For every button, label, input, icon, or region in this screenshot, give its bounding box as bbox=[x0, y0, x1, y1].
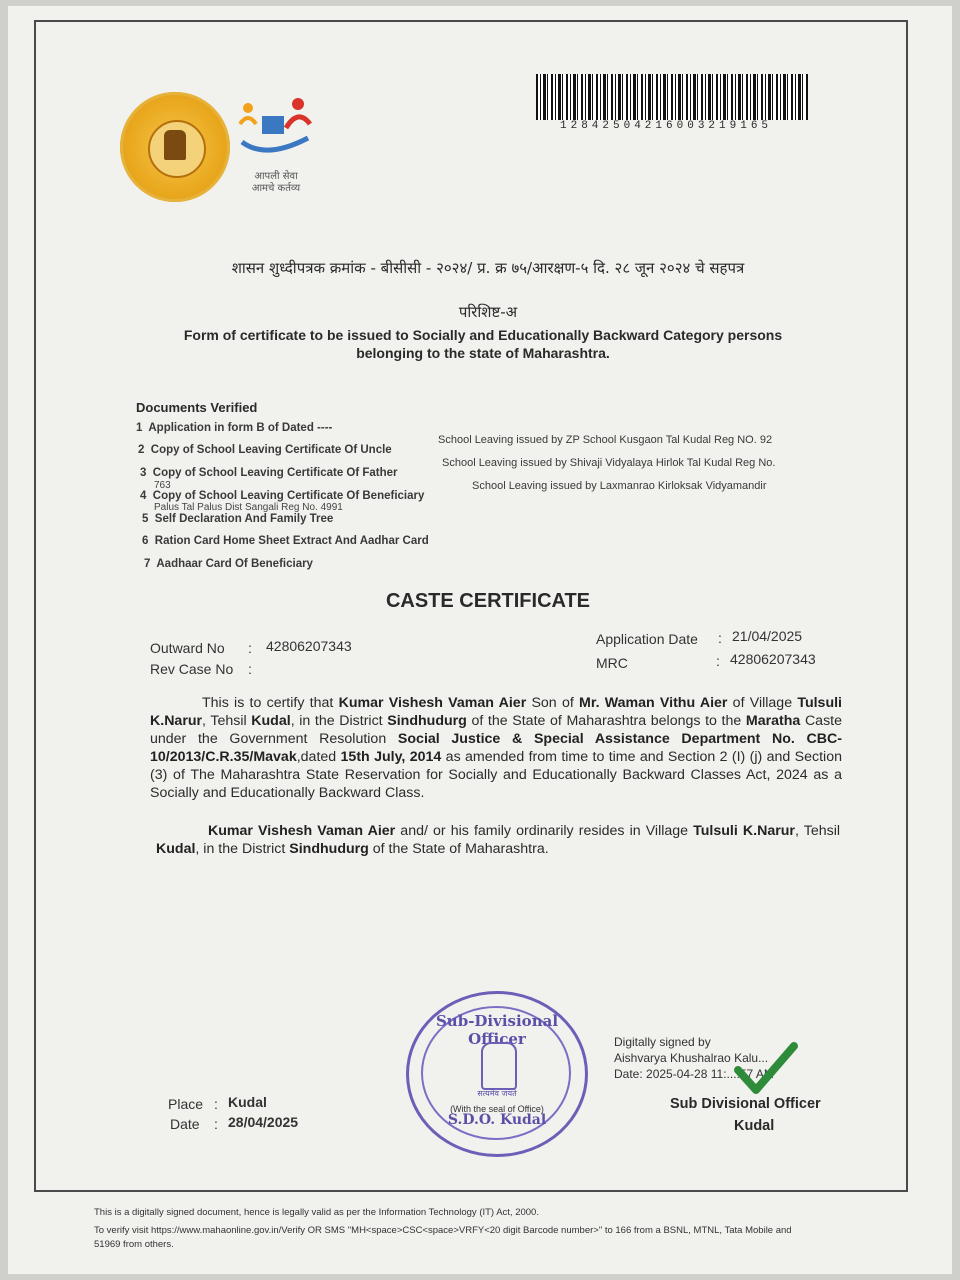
doc-item-3-remark: School Leaving issued by Shivaji Vidyalaya Hirlok Tal Kudal Reg No. bbox=[442, 457, 776, 469]
marathi-heading: शासन शुध्दीपत्रक क्रमांक - बीसीसी - २०२४/ प्र. क्र ७५/आरक्षण-५ दि. २८ जून २०२४ चे सहपत्र bbox=[231, 259, 745, 277]
doc-item-3-extra: 763 bbox=[154, 480, 171, 491]
officer-designation: Sub Divisional Officer bbox=[670, 1096, 821, 1112]
doc-item-4-extra: Palus Tal Palus Dist Sangali Reg No. 4991 bbox=[154, 502, 343, 513]
aaple-sarkar-logo: आपली सेवा आमचे कर्तव्य bbox=[236, 94, 316, 204]
doc-item-4-remark: School Leaving issued by Laxmanrao Kirloksak Vidyamandir bbox=[472, 480, 767, 492]
mrc-value: 42806207343 bbox=[730, 651, 816, 667]
mrc-label: MRC bbox=[596, 655, 628, 671]
office-stamp: Sub-Divisional Officer सत्यमेव जयते (With the seal of Office) S.D.O. Kudal bbox=[406, 991, 588, 1157]
place-value: Kudal bbox=[228, 1094, 267, 1110]
doc-item-2: 2 Copy of School Leaving Certificate Of Uncle bbox=[138, 444, 392, 456]
doc-item-7: 7 Aadhaar Card Of Beneficiary bbox=[144, 558, 313, 570]
barcode bbox=[536, 74, 808, 120]
application-date-label: Application Date bbox=[596, 631, 698, 647]
outward-no-value: 42806207343 bbox=[266, 638, 352, 654]
certification-paragraph: This is to certify that Kumar Vishesh Vaman Aier Son of Mr. Waman Vithu Aier of Village Tulsuli K.Narur, Tehsil Kudal, in the District Sindhudurg of the State of Maharashtra belongs to the Maratha Caste under the Government Resolution Social Justice & Special Assistance Department No. CBC-10/2013/C.R.35/Mavak,dated 15th July, 2014 as amended from time to time and Section 2 (I) (j) and Section (3) of The Maharashtra State Reservation for Socially and Educationally Backward Classes Act, 2024 as a Socially and Educationally Backward Class. bbox=[150, 695, 843, 801]
doc-item-5: 5 Self Declaration And Family Tree bbox=[142, 513, 334, 525]
doc-item-1: 1 Application in form B of Dated ---- bbox=[136, 422, 333, 434]
date-value: 28/04/2025 bbox=[228, 1114, 299, 1130]
rev-case-label: Rev Case No bbox=[150, 661, 234, 677]
signature-valid-check-icon bbox=[734, 1040, 798, 1098]
doc-item-4: 4 Copy of School Leaving Certificate Of Beneficiary bbox=[140, 490, 425, 502]
doc-item-6: 6 Ration Card Home Sheet Extract And Aadhar Card bbox=[142, 535, 429, 547]
marathi-subheading: परिशिष्ट-अ bbox=[458, 303, 518, 321]
documents-heading: Documents Verified bbox=[136, 400, 258, 415]
outward-no-label: Outward No bbox=[150, 640, 225, 656]
officer-office: Kudal bbox=[734, 1118, 775, 1134]
barcode-number: 12842504216003219165 bbox=[560, 120, 773, 132]
residence-paragraph: Kumar Vishesh Vaman Aier and/ or his family ordinarily resides in Village Tulsuli K.Narur, Tehsil Kudal, in the District Sindhudurg of the State of Maharashtra. bbox=[156, 823, 841, 857]
footer-note: This is a digitally signed document, hence is legally valid as per the Information Technology (IT) Act, 2000. To verify visit https://www.mahaonline.gov.in/Verify OR SMS "MH<space>CSC<space>VRFY<20 digit Barcode number>" to 166 from a BSNL, MTNL, Tata Mobile and 51969 from others. bbox=[94, 1207, 792, 1250]
maharashtra-seal-icon bbox=[120, 92, 230, 202]
date-label: Date bbox=[170, 1116, 200, 1132]
digital-signature-block: Digitally signed by Aishvarya Khushalrao Kalu... Date: 2025-04-28 11:...:57 AM bbox=[614, 1035, 774, 1081]
doc-item-3: 3 Copy of School Leaving Certificate Of Father bbox=[140, 467, 398, 479]
form-title: Form of certificate to be issued to Socially and Educationally Backward Category persons belonging to the state of Maharashtra. bbox=[183, 327, 783, 361]
ashoka-emblem-icon bbox=[481, 1042, 517, 1090]
place-label: Place bbox=[168, 1096, 204, 1112]
application-date-value: 21/04/2025 bbox=[732, 628, 803, 644]
certificate-sheet: आपली सेवा आमचे कर्तव्य 12842504216003219165 शासन शुध्दीपत्रक क्रमांक - बीसीसी - २०२४/ प्र. क्र ७५/आरक्षण-५ दि. २८ जून २०२४ चे सहपत्र परिशिष्ट-अ Form of certificate to be issued to Socially and Educationally Backward Category persons belonging to the state of Maharashtra. Documents Verified 1 Application in form B of Dated ---- 2 Copy of School Leaving Certificate Of Uncle School Leaving issued by ZP School Kusgaon Tal Kudal Reg NO. 92 3 Copy of School Leaving Certificate Of Father School Leaving issued by Shivaji Vidyalaya Hirlok Tal Kudal Reg No. 763 4 Copy of School Leaving Certificate Of Beneficiary School Leaving issued by Laxmanrao Kirloksak Vidyamandir Palus Tal Palus Dist Sangali Reg No. 4991 5 Self Declaration And Family Tree 6 Ration Card Home Sheet Extract And Aadhar Card 7 Aadhaar Card Of Beneficiary CASTE CERTIFICATE Outward No : 42806207343 Rev Case No : Application Date : 21/04/2025 MRC : 42806207343 This is to certify that Kumar Vishesh Vaman Aier Son of Mr. Waman Vithu Aier of Village Tulsuli K.Narur, Tehsil Kudal, in the District Sindhudurg of the State of Maharashtra belongs to the Maratha Caste under the Government Resolution Social Justice & Special Assistance Department No. CBC-10/2013/C.R.35/Mavak,dated 15th July, 2014 as amended from time to time and Section 2 (I) (j) and Section (3) of The Maharashtra State Reservation for Socially and Educationally Backward Classes Act, 2024 as a Socially and Educationally Backward Class. Kumar Vishesh Vaman Aier and/ or his family ordinarily resides in Village Tulsuli K.Narur, Tehsil Kudal, in the District Sindhudurg of the State of Maharashtra. Sub-Divisional Officer सत्यमेव जयते (With the seal of Office) S.D.O. Kudal Place : Kudal Date : 28/04/2025 Digitally signed by Aishvarya Khushalrao Kalu... Date: 2025-04-28 11:...:57 AM Sub Divisional Officer Kudal This is a digitally signed document, hence is legally valid as per the Information Technology (IT) Act, 2000. To verify visit https://www.mahaonline.gov.in/Verify OR SMS "MH<space>CSC<space>VRFY<20 digit Barcode number>" to 166 from a BSNL, MTNL, Tata Mobile and 51969 from others. bbox=[8, 6, 952, 1274]
certificate-title: CASTE CERTIFICATE bbox=[385, 590, 591, 612]
doc-item-2-remark: School Leaving issued by ZP School Kusgaon Tal Kudal Reg NO. 92 bbox=[438, 434, 773, 446]
